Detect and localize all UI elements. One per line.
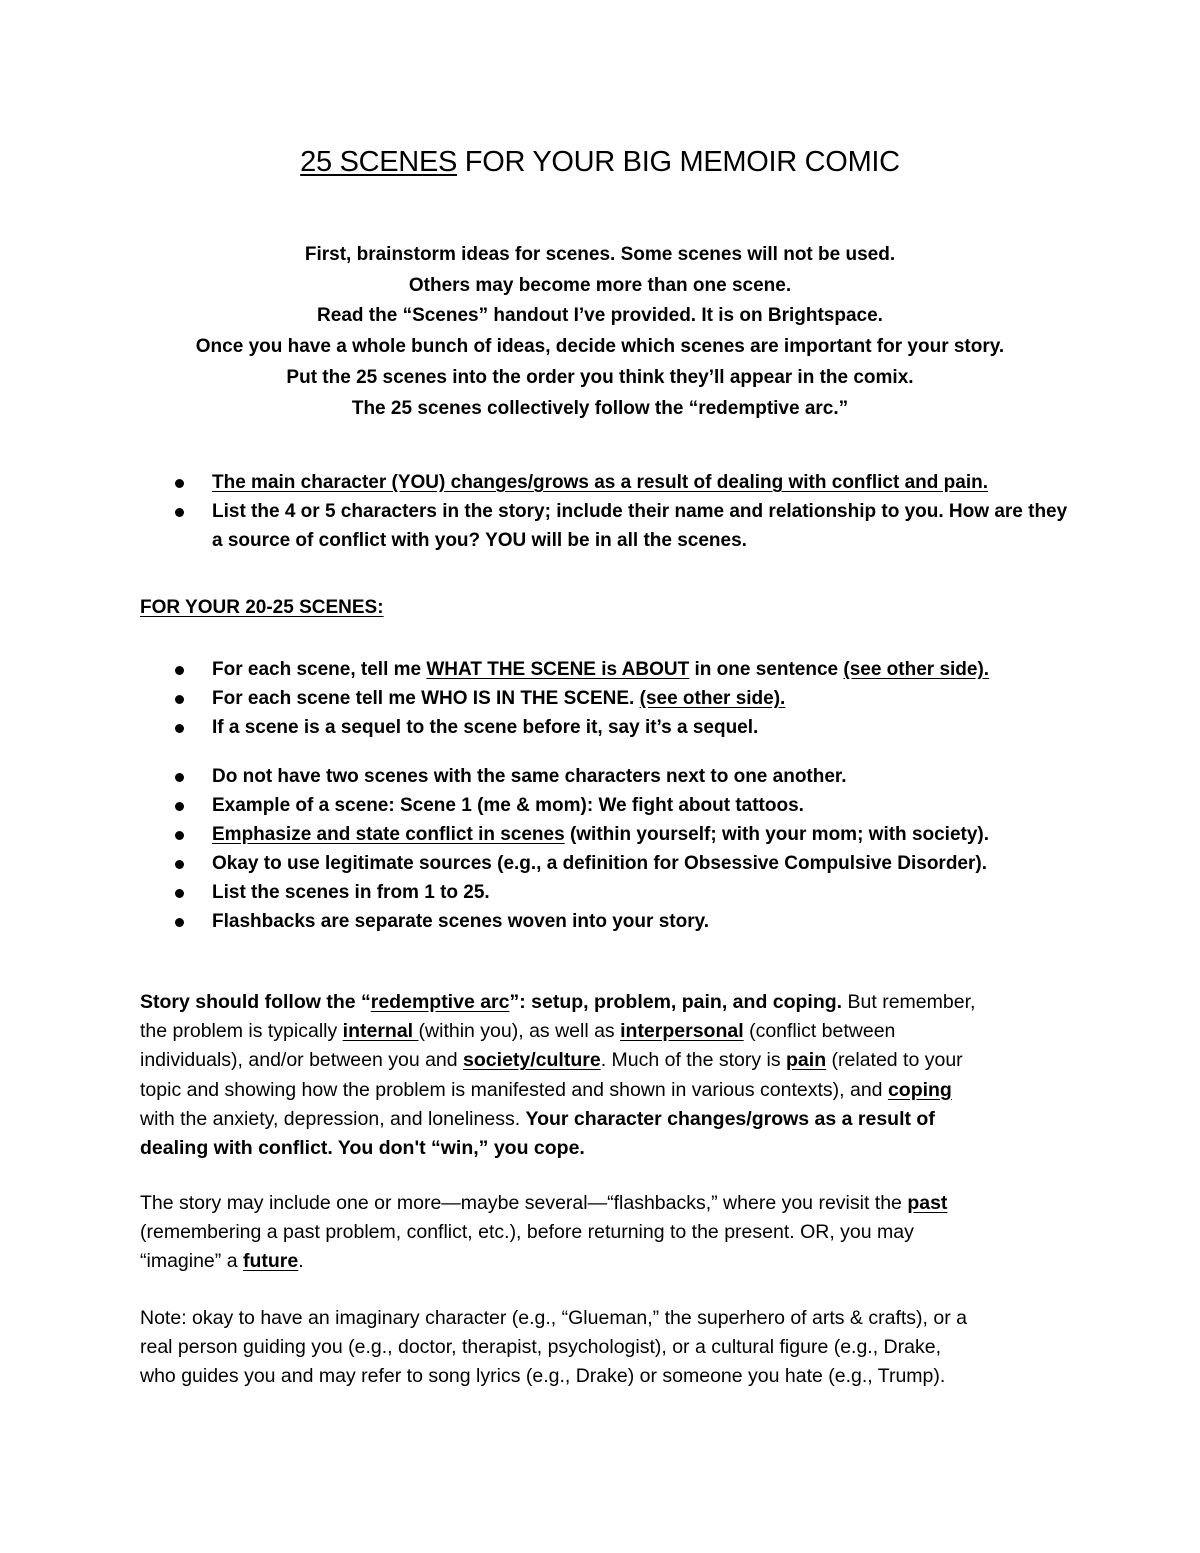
list-item (150, 762, 1070, 791)
bullet-underlined: (see other side). (639, 688, 786, 709)
paragraph-line (140, 1247, 1070, 1276)
text-run: . (298, 1250, 304, 1273)
text-run: ”: setup, problem, pain, and coping. (509, 991, 843, 1013)
bullet-text: For each scene tell me WHO IS IN THE SCENE. (212, 688, 640, 709)
paragraph-line (140, 1017, 1070, 1046)
section-heading (140, 597, 384, 619)
bullet-text: Flashbacks are separate scenes woven into your story. (212, 911, 710, 932)
paragraph-line: (remembering a past problem, conflict, etc.), before returning to the present. OR, you may (140, 1221, 914, 1244)
paragraph-flashbacks (140, 1189, 1070, 1277)
title-underlined: 25 SCENES (300, 146, 458, 178)
list-item (150, 878, 1070, 907)
bullet-text: If a scene is a sequel to the scene before it, say it’s a sequel. (212, 717, 759, 738)
text-run: (related to your (826, 1049, 963, 1072)
text-run: Story should follow the “ (140, 991, 371, 1013)
title-rest: FOR YOUR BIG MEMOIR COMIC (457, 146, 900, 178)
bullet-text: The main character (YOU) changes/grows as a result of dealing with conflict and pain. (212, 472, 988, 493)
bullet-text: Example of a scene: Scene 1 (me & mom): We fight about tattoos. (212, 795, 804, 816)
text-run: the problem is typically (140, 1020, 343, 1043)
paragraph-line (140, 1076, 1070, 1105)
intro-line: Put the 25 scenes into the order you think they’ll appear in the comix. (286, 366, 914, 388)
list-item (150, 849, 1070, 878)
text-run-underlined: interpersonal (620, 1020, 744, 1043)
bullet-text: (within yourself; with your mom; with society). (564, 824, 990, 845)
list-item (150, 684, 1070, 713)
paragraph-line (140, 988, 1070, 1017)
list-item (150, 907, 1070, 936)
text-run: individuals), and/or between you and (140, 1049, 464, 1072)
text-run: (within you), as well as (418, 1020, 621, 1043)
list-item (150, 655, 1070, 684)
paragraph-line (140, 1189, 1070, 1218)
paragraph-redemptive-arc (140, 988, 1070, 1163)
section-heading-text: FOR YOUR 20-25 SCENES: (140, 597, 384, 618)
paragraph-note (140, 1304, 1070, 1392)
bullet-underlined: WHAT THE SCENE is ABOUT (426, 659, 690, 680)
paragraph-line: Note: okay to have an imaginary character (e.g., “Glueman,” the superhero of arts & crafts), or a (140, 1307, 967, 1329)
text-run: . Much of the story is (600, 1049, 787, 1072)
text-run: (conflict between (743, 1020, 896, 1043)
bullet-text: Okay to use legitimate sources (e.g., a definition for Obsessive Compulsive Disorder). (212, 853, 987, 874)
intro-line: Others may become more than one scene. (408, 274, 792, 296)
bullet-list-scenes (150, 655, 1070, 742)
text-run-underlined: coping (887, 1078, 952, 1101)
list-item (150, 820, 1070, 849)
bullet-underlined: (see other side). (843, 659, 990, 680)
bullet-text: in one sentence (689, 659, 844, 680)
bullet-list-rules (150, 762, 1070, 936)
text-run: dealing with conflict. You don't “win,” you cope. (140, 1137, 585, 1160)
paragraph-line (140, 1046, 1070, 1075)
text-run: Your character changes/grows as a result of (525, 1107, 935, 1130)
intro-line: Once you have a whole bunch of ideas, decide which scenes are important for your story. (195, 336, 1005, 358)
text-run-underlined: redemptive arc (370, 991, 510, 1013)
list-item (150, 497, 1072, 555)
intro-line: First, brainstorm ideas for scenes. Some scenes will not be used. (304, 244, 896, 265)
paragraph-line (140, 1134, 1070, 1163)
paragraph-line: who guides you and may refer to song lyrics (e.g., Drake) or someone you hate (e.g., Trump). (140, 1365, 946, 1388)
text-run-underlined: internal (342, 1020, 419, 1043)
list-item (150, 791, 1070, 820)
text-run-underlined: future (242, 1250, 299, 1273)
bullet-list-main (150, 468, 1070, 555)
bullet-text: List the scenes in from 1 to 25. (212, 882, 490, 903)
bullet-text: For each scene, tell me (212, 659, 427, 680)
paragraph-line: real person guiding you (e.g., doctor, therapist, psychologist), or a cultural figure (e.g., Drake, (140, 1336, 941, 1359)
text-run: with the anxiety, depression, and loneliness. (140, 1107, 526, 1130)
text-run: “imagine” a (140, 1250, 243, 1273)
list-item (150, 713, 1070, 742)
text-run-underlined: past (907, 1192, 948, 1214)
intro-block (0, 240, 1200, 424)
text-run-underlined: pain (786, 1049, 827, 1072)
text-run-underlined: society/culture (463, 1049, 601, 1072)
page-title (0, 146, 1200, 179)
bullet-text: Do not have two scenes with the same characters next to one another. (212, 766, 847, 787)
paragraph-line (140, 1105, 1070, 1134)
bullet-text-emphasis: YOU will be in all the scenes. (485, 530, 747, 551)
bullet-underlined: Emphasize and state conflict in scenes (212, 824, 565, 845)
text-run: The story may include one or more—maybe several—“flashbacks,” where you revisit the (140, 1192, 908, 1214)
text-run: topic and showing how the problem is manifested and shown in various contexts), and (140, 1078, 888, 1101)
bullet-text: List the 4 or 5 characters in the story; include their name and relationship to you. How are they a source of conflict with you? (212, 501, 1068, 551)
list-item (150, 468, 1070, 497)
text-run: But remember, (842, 991, 976, 1013)
intro-line: Read the “Scenes” handout I’ve provided. It is on Brightspace. (317, 305, 883, 327)
intro-line: The 25 scenes collectively follow the “redemptive arc.” (351, 397, 849, 419)
